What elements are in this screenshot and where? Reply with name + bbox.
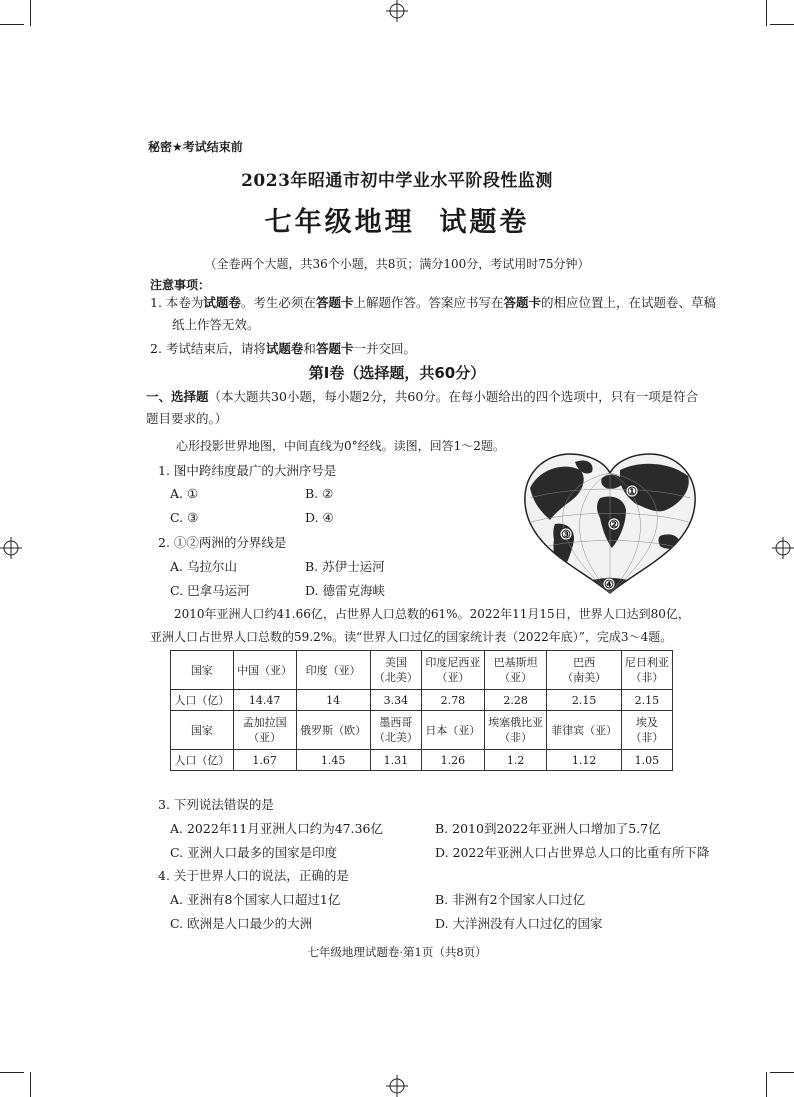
table-cell: 3.34 [370, 690, 421, 711]
table-cell: 1.05 [621, 750, 672, 771]
table-cell: 巴西 （南美） [547, 651, 621, 690]
notice-heading: 注意事项： [150, 278, 211, 292]
table-cell: 1.12 [547, 750, 621, 771]
q2-stem: 2. ①②两洲的分界线是 [158, 535, 287, 550]
map-marker-1: ① [627, 485, 637, 498]
map-question-stem: 心形投影世界地图，中间直线为0°经线。读图，回答1～2题。 [176, 439, 505, 453]
table-cell: 埃及 （非） [621, 711, 672, 750]
table-cell: 2.15 [547, 690, 621, 711]
map-figure [520, 448, 700, 598]
table-cell: 巴基斯坦 （亚） [484, 651, 547, 690]
notice-keyword: 答题卡 [503, 295, 541, 310]
table-row [171, 690, 673, 711]
notice-keyword: 试题卷 [203, 295, 241, 310]
table-head-cell: 国家 [171, 651, 234, 690]
crop-mark [770, 24, 794, 25]
q2-option-d: D. 德雷克海峡 [305, 583, 386, 598]
q3-option-b: B. 2010到2022年亚洲人口增加了5.7亿 [435, 821, 661, 836]
table-cell: 日本（亚） [421, 711, 484, 750]
q4-option-a: A. 亚洲有8个国家人口超过1亿 [170, 892, 341, 907]
table-cell: 埃塞俄比亚 （非） [484, 711, 547, 750]
q2-option-a: A. 乌拉尔山 [170, 559, 237, 574]
table-cell: 印度（亚） [296, 651, 370, 690]
table-cell: 印度尼西亚 （亚） [421, 651, 484, 690]
notice-text: 。考生必须在 [240, 295, 316, 310]
section-title: 第Ⅰ卷（选择题，共60分） [308, 364, 486, 382]
table-cell: 2.28 [484, 690, 547, 711]
table-cell: 菲律宾（亚） [547, 711, 621, 750]
table-cell: 1.2 [484, 750, 547, 771]
notice-text: 和 [303, 341, 316, 356]
crop-mark [0, 1072, 24, 1073]
map-marker-3: ③ [561, 528, 571, 541]
crop-mark [766, 0, 767, 26]
table-cell: 14 [296, 690, 370, 711]
q2-option-c: C. 巴拿马运河 [170, 583, 250, 598]
crop-mark [766, 1072, 767, 1097]
population-stem-line-1: 2010年亚洲人口约41.66亿，占世界人口总数的61%。2022年11月15日，世界人口达到80亿， [174, 607, 690, 621]
notice-text: 1. 本卷为 [150, 295, 204, 310]
q1-option-d: D. ④ [305, 510, 334, 525]
paper-title: 七年级地理 试题卷 [264, 207, 530, 238]
crop-mark [30, 1072, 31, 1097]
table-head-cell: 人口（亿） [171, 750, 234, 771]
table-cell: 2.78 [421, 690, 484, 711]
q4-option-c: C. 欧洲是人口最少的大洲 [170, 916, 313, 931]
table-cell: 14.47 [233, 690, 296, 711]
crop-mark [30, 0, 31, 26]
q4-option-d: D. 大洋洲没有人口过亿的国家 [435, 916, 603, 931]
table-row [171, 711, 673, 750]
notice-keyword: 试题卷 [265, 341, 304, 356]
table-row [171, 651, 673, 690]
q3-stem: 3. 下列说法错误的是 [158, 797, 274, 812]
table-cell: 中国（亚） [233, 651, 296, 690]
section-label: 一、选择题 [146, 389, 209, 404]
notice-text: 上解题作答。答案应书写在 [353, 295, 504, 310]
notice-text: 的相应位置上，在试题卷、草稿纸上作答无效。 [172, 295, 716, 332]
notice-text: 2. 考试结束后，请将 [150, 341, 266, 356]
population-table [170, 650, 673, 771]
notice-keyword: 答题卡 [315, 341, 354, 356]
notice-keyword: 答题卡 [315, 295, 354, 310]
notice-item-1 [150, 292, 720, 336]
map-marker-4: ④ [604, 578, 614, 591]
registration-mark-left [0, 537, 22, 559]
q3-option-d: D. 2022年亚洲人口占世界总人口的比重有所下降 [435, 845, 710, 860]
table-head-cell: 国家 [171, 711, 234, 750]
q4-stem: 4. 关于世界人口的说法，正确的是 [158, 868, 349, 883]
q1-option-b: B. ② [305, 486, 334, 501]
table-cell: 俄罗斯（欧） [296, 711, 370, 750]
heart-projection-map [520, 448, 700, 598]
q1-option-a: A. ① [170, 486, 199, 501]
table-cell: 1.45 [296, 750, 370, 771]
crop-mark [0, 24, 24, 25]
population-stem-line-2: 亚洲人口占世界人口总数的59.2%。读“世界人口过亿的国家统计表（2022年底）”，完成3～4题。 [150, 630, 673, 644]
table-cell: 孟加拉国 （亚） [233, 711, 296, 750]
q2-option-b: B. 苏伊士运河 [305, 559, 385, 574]
exam-title: 2023年昭通市初中学业水平阶段性监测 [241, 171, 553, 191]
map-marker-2: ② [609, 518, 619, 531]
q3-option-c: C. 亚洲人口最多的国家是印度 [170, 845, 338, 860]
section-instructions [146, 386, 700, 430]
page-footer: 七年级地理试题卷·第1页（共8页） [307, 945, 487, 959]
table-cell: 2.15 [621, 690, 672, 711]
registration-mark-bottom [386, 1075, 408, 1097]
paper-info: （全卷两个大题，共36个小题，共8页；满分100分，考试用时75分钟） [204, 257, 590, 271]
q1-stem: 1. 图中跨纬度最广的大洲序号是 [158, 463, 337, 478]
table-cell: 1.67 [233, 750, 296, 771]
table-head-cell: 人口（亿） [171, 690, 234, 711]
crop-mark [770, 1072, 794, 1073]
table-cell: 1.31 [370, 750, 421, 771]
notice-item-2 [150, 338, 698, 360]
section-text: （本大题共30小题，每小题2分，共60分。在每小题给出的四个选项中，只有一项是符合题目要求的。） [146, 389, 699, 426]
table-cell: 1.26 [421, 750, 484, 771]
registration-mark-right [772, 537, 794, 559]
table-row [171, 750, 673, 771]
table-cell: 尼日利亚 （非） [621, 651, 672, 690]
table-cell: 墨西哥 （北美） [370, 711, 421, 750]
q1-option-c: C. ③ [170, 510, 199, 525]
q3-option-a: A. 2022年11月亚洲人口约为47.36亿 [170, 821, 383, 836]
notice-text: 一并交回。 [353, 341, 416, 356]
table-cell: 美国 （北美） [370, 651, 421, 690]
registration-mark-top [386, 0, 408, 22]
q4-option-b: B. 非洲有2个国家人口过亿 [435, 892, 586, 907]
confidential-label: 秘密★考试结束前 [148, 140, 243, 154]
